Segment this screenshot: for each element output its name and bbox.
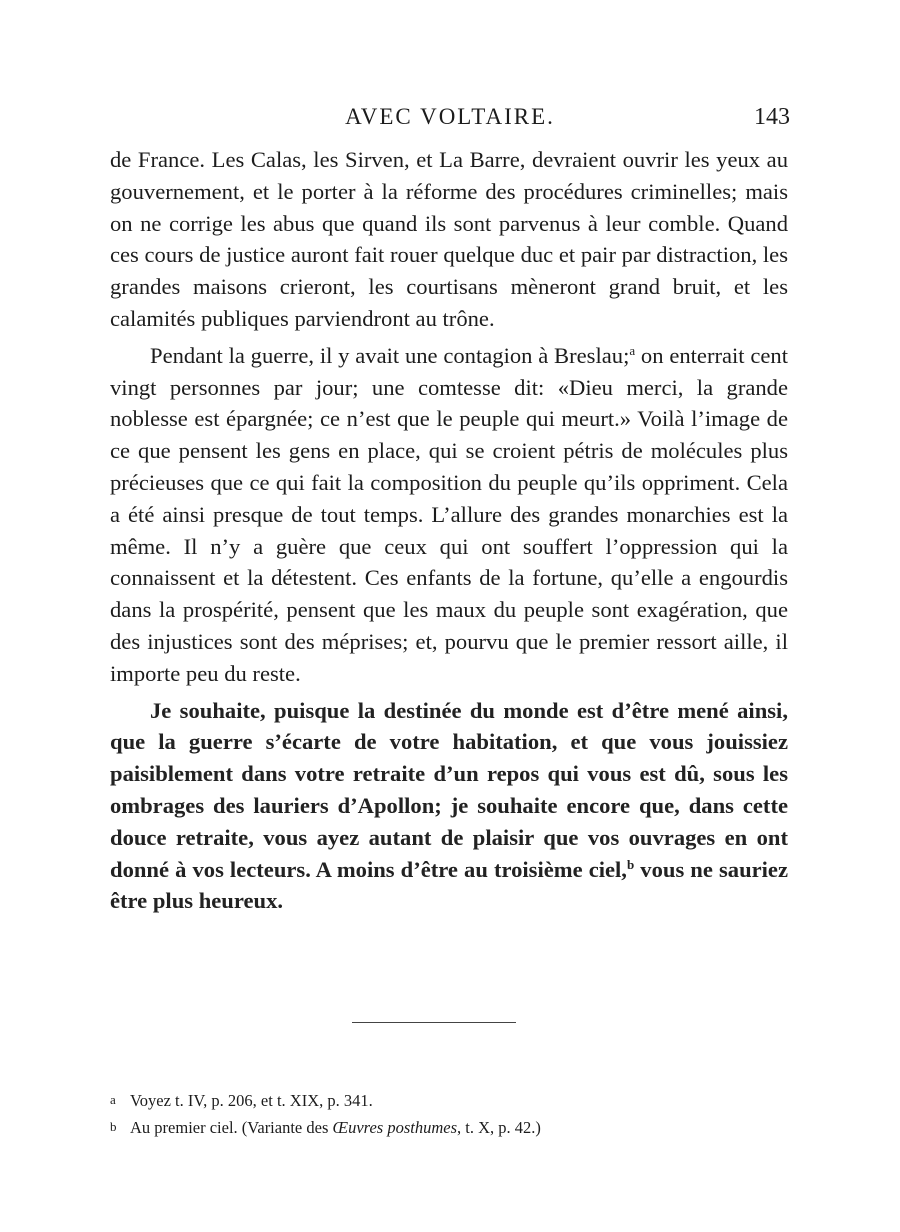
footnote-text: Voyez t. IV, p. 206, et t. XIX, p. 341. xyxy=(130,1091,373,1110)
footnote-mark: a xyxy=(110,1092,116,1107)
paragraph-text: Pendant la guerre, il y avait une contagion à Breslau; xyxy=(150,342,630,368)
body-text xyxy=(110,144,788,917)
paragraph-1 xyxy=(110,144,788,335)
footnote-text: Au premier ciel. (Variante des xyxy=(130,1118,333,1137)
paragraph-text: de France. Les Calas, les Sirven, et La Barre, devraient ouvrir les yeux au gouvernement, et le porter à la réforme des procédures criminelles; mais on ne corrige les abus que quand ils sont parvenus à leur comble. Quand ces cours de justice auront fait rouer quelque duc et pair par distraction, les grandes maisons crieront, les courtisans mèneront grand bruit, et les calamités publiques parviendront au trône. xyxy=(110,147,788,331)
footnote-a xyxy=(110,1087,790,1114)
footnote-italic-title: Œuvres posthumes xyxy=(332,1118,457,1137)
paragraph-text: vous ne sauriez être plus heureux. xyxy=(110,856,788,914)
footnote-ref-a: a xyxy=(629,342,636,358)
paragraph-text: on enterrait cent vingt personnes par jour; une comtesse dit: «Dieu merci, la grande noblesse est épargnée; ce n’est que le peuple qui meurt.» Voilà l’image de ce que pensent les gens en place, qui se croient pétris de molécules plus précieuses que ce qui fait la composition du peuple qu’ils oppriment. Cela a été ainsi presque de tout temps. L’allure des grandes monarchies est la même. Il n’y a guère que ceux qui ont souffert l’oppression qui la connaissent et la détestent. Ces enfants de la fortune, qu’elle a engourdis dans la prospérité, pensent que les maux du peuple sont exagération, que des injustices sont des méprises; et, pourvu que le premier ressort aille, il importe peu du reste. xyxy=(110,342,788,686)
footnote-divider xyxy=(352,1022,516,1023)
footnote-b xyxy=(110,1114,790,1141)
paragraph-text: Je souhaite, puisque la destinée du monde est d’être mené ainsi, que la guerre s’écarte de votre habitation, et que vous jouissiez paisiblement dans votre retraite d’un repos qui vous est dû, sous les ombrages des lauriers d’Apollon; je souhaite encore que, dans cette douce retraite, vous ayez autant de plaisir que vos ouvrages en ont donné à vos lecteurs. A moins d’être au troisième ciel, xyxy=(110,697,788,882)
paragraph-2 xyxy=(110,340,788,690)
running-title: AVEC VOLTAIRE. xyxy=(345,104,555,129)
footnote-text: , t. X, p. 42.) xyxy=(457,1118,541,1137)
paragraph-3 xyxy=(110,695,788,918)
page-number: 143 xyxy=(754,104,790,130)
footnote-mark: b xyxy=(110,1119,117,1134)
footnotes xyxy=(110,1087,790,1141)
footnote-ref-b: b xyxy=(626,856,635,872)
running-head xyxy=(110,102,790,136)
